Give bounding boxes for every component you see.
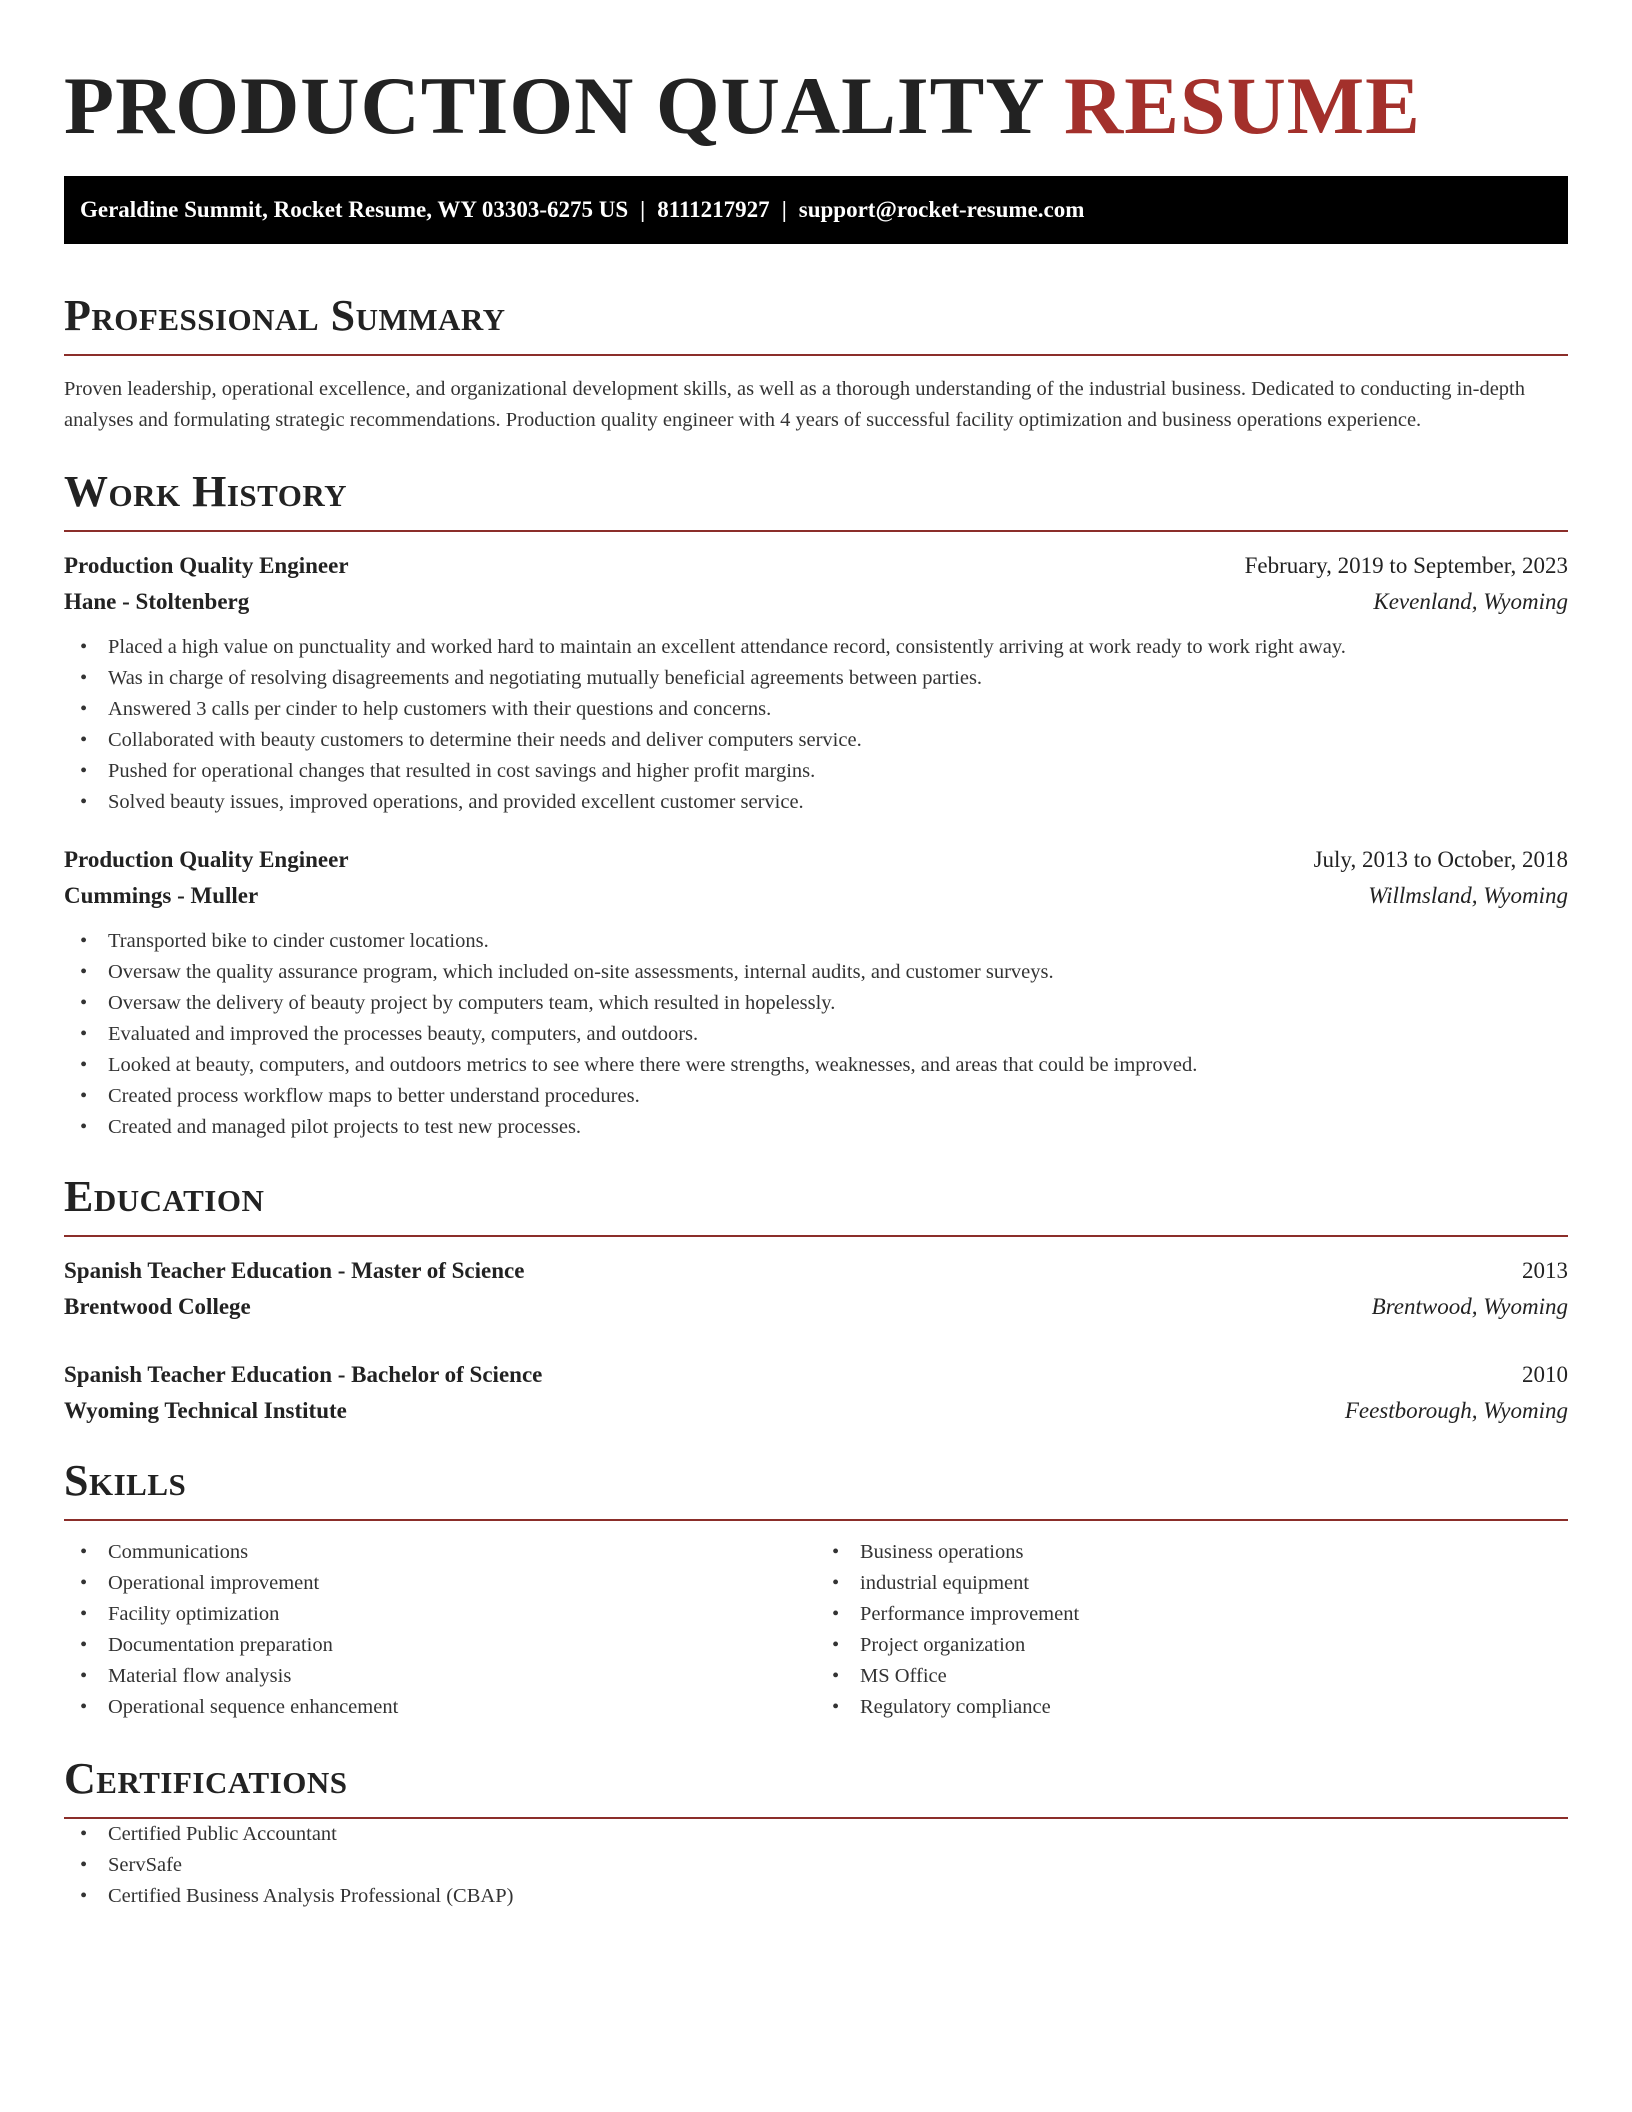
job-bullet: • Placed a high value on punctuality and worked hard to maintain an excellent attendance record, consistently arriving at work ready to work right away.: [64, 632, 1568, 663]
job-bullet: • Looked at beauty, computers, and outdoors metrics to see where there were strengths, weaknesses, and areas that could be improved.: [64, 1050, 1568, 1081]
education-degree-row: [64, 1357, 1568, 1393]
job-bullet: • Oversaw the delivery of beauty project by computers team, which resulted in hopelessly.: [64, 988, 1568, 1019]
job-bullet: • Was in charge of resolving disagreements and negotiating mutually beneficial agreements between parties.: [64, 663, 1568, 694]
job-bullet: • Collaborated with beauty customers to determine their needs and deliver computers service.: [64, 725, 1568, 756]
resume-title: [64, 0, 1568, 156]
education-location: Brentwood, Wyoming: [1371, 1294, 1568, 1319]
section-heading-work-history: Work History: [64, 467, 348, 516]
education-school-row: [64, 1289, 1568, 1325]
section-heading-summary: Professional Summary: [64, 291, 506, 340]
job-bullet: • Created process workflow maps to better understand procedures.: [64, 1081, 1568, 1112]
job-bullet: • Transported bike to cinder customer locations.: [64, 926, 1568, 957]
summary-text: Proven leadership, operational excellence, and organizational development skills, as well as a thorough understanding of the industrial business. Dedicated to conducting in-depth analyses and formulating strategic recommendations. Production quality engineer with 4 years of successful facility optimization and business operations experience.: [64, 378, 1525, 431]
skill-item: • industrial equipment: [816, 1568, 1568, 1599]
skills-grid: [64, 1537, 1568, 1723]
job-bullets: [64, 926, 1568, 1143]
skill-item: • Facility optimization: [64, 1599, 816, 1630]
skill-item: • Project organization: [816, 1630, 1568, 1661]
job-bullet: • Solved beauty issues, improved operations, and provided excellent customer service.: [64, 787, 1568, 818]
work-history-section: [64, 466, 1568, 1143]
certifications-list: [64, 1819, 1568, 1912]
job-dates: July, 2013 to October, 2018: [1313, 847, 1568, 872]
contact-email: support@rocket-resume.com: [798, 197, 1085, 222]
job-bullet: • Pushed for operational changes that resulted in cost savings and higher profit margins.: [64, 756, 1568, 787]
job-title-row: [64, 548, 1568, 584]
education-entry: [64, 1357, 1568, 1429]
section-divider: [64, 1235, 1568, 1237]
section-heading-certifications: Certifications: [64, 1754, 348, 1803]
skill-item: • Business operations: [816, 1537, 1568, 1568]
education-section: [64, 1171, 1568, 1429]
contact-separator: |: [640, 197, 646, 222]
skills-column-left: [64, 1537, 816, 1723]
professional-summary-section: [64, 290, 1568, 436]
contact-address: Geraldine Summit, Rocket Resume, WY 03303-6275 US: [80, 197, 629, 222]
job-location: Willmsland, Wyoming: [1368, 883, 1568, 908]
skill-item: • Performance improvement: [816, 1599, 1568, 1630]
job-dates: February, 2019 to September, 2023: [1244, 553, 1568, 578]
section-divider: [64, 530, 1568, 532]
education-location: Feestborough, Wyoming: [1344, 1398, 1568, 1423]
education-year: 2010: [1522, 1362, 1568, 1387]
job-bullets: [64, 632, 1568, 818]
skill-item: • Operational sequence enhancement: [64, 1692, 816, 1723]
job-entry: [64, 842, 1568, 1143]
certification-item: • Certified Business Analysis Professional (CBAP): [64, 1881, 1568, 1912]
skill-item: • Communications: [64, 1537, 816, 1568]
job-title-row: [64, 842, 1568, 878]
education-entry: [64, 1253, 1568, 1325]
job-company-row: [64, 878, 1568, 914]
section-divider: [64, 1519, 1568, 1521]
education-school: Wyoming Technical Institute: [64, 1398, 347, 1423]
job-bullet: • Evaluated and improved the processes beauty, computers, and outdoors.: [64, 1019, 1568, 1050]
job-entry: [64, 548, 1568, 818]
certification-item: • ServSafe: [64, 1850, 1568, 1881]
contact-bar: [64, 176, 1568, 244]
job-bullet: • Oversaw the quality assurance program, which included on-site assessments, internal audits, and customer surveys.: [64, 957, 1568, 988]
skills-section: [64, 1455, 1568, 1723]
skill-item: • Material flow analysis: [64, 1661, 816, 1692]
skill-item: • Documentation preparation: [64, 1630, 816, 1661]
certification-item: • Certified Public Accountant: [64, 1819, 1568, 1850]
resume-title-accent: RESUME: [1064, 60, 1421, 151]
resume-title-main: PRODUCTION QUALITY: [64, 60, 1043, 151]
section-divider: [64, 354, 1568, 356]
job-bullet: • Answered 3 calls per cinder to help customers with their questions and concerns.: [64, 694, 1568, 725]
education-year: 2013: [1522, 1258, 1568, 1283]
education-school-row: [64, 1393, 1568, 1429]
job-title: Production Quality Engineer: [64, 553, 349, 578]
certifications-section: [64, 1753, 1568, 1912]
job-location: Kevenland, Wyoming: [1373, 589, 1568, 614]
education-degree-row: [64, 1253, 1568, 1289]
section-heading-education: Education: [64, 1172, 265, 1221]
skill-item: • MS Office: [816, 1661, 1568, 1692]
skill-item: • Regulatory compliance: [816, 1692, 1568, 1723]
section-heading-skills: Skills: [64, 1456, 187, 1505]
skill-item: • Operational improvement: [64, 1568, 816, 1599]
education-degree: Spanish Teacher Education - Master of Science: [64, 1258, 525, 1283]
education-school: Brentwood College: [64, 1294, 251, 1319]
job-company-row: [64, 584, 1568, 620]
job-company: Cummings - Muller: [64, 883, 259, 908]
contact-phone: 8111217927: [657, 197, 770, 222]
job-company: Hane - Stoltenberg: [64, 589, 250, 614]
contact-separator: |: [781, 197, 787, 222]
education-degree: Spanish Teacher Education - Bachelor of Science: [64, 1362, 543, 1387]
skills-column-right: [816, 1537, 1568, 1723]
job-bullet: • Created and managed pilot projects to test new processes.: [64, 1112, 1568, 1143]
job-title: Production Quality Engineer: [64, 847, 349, 872]
